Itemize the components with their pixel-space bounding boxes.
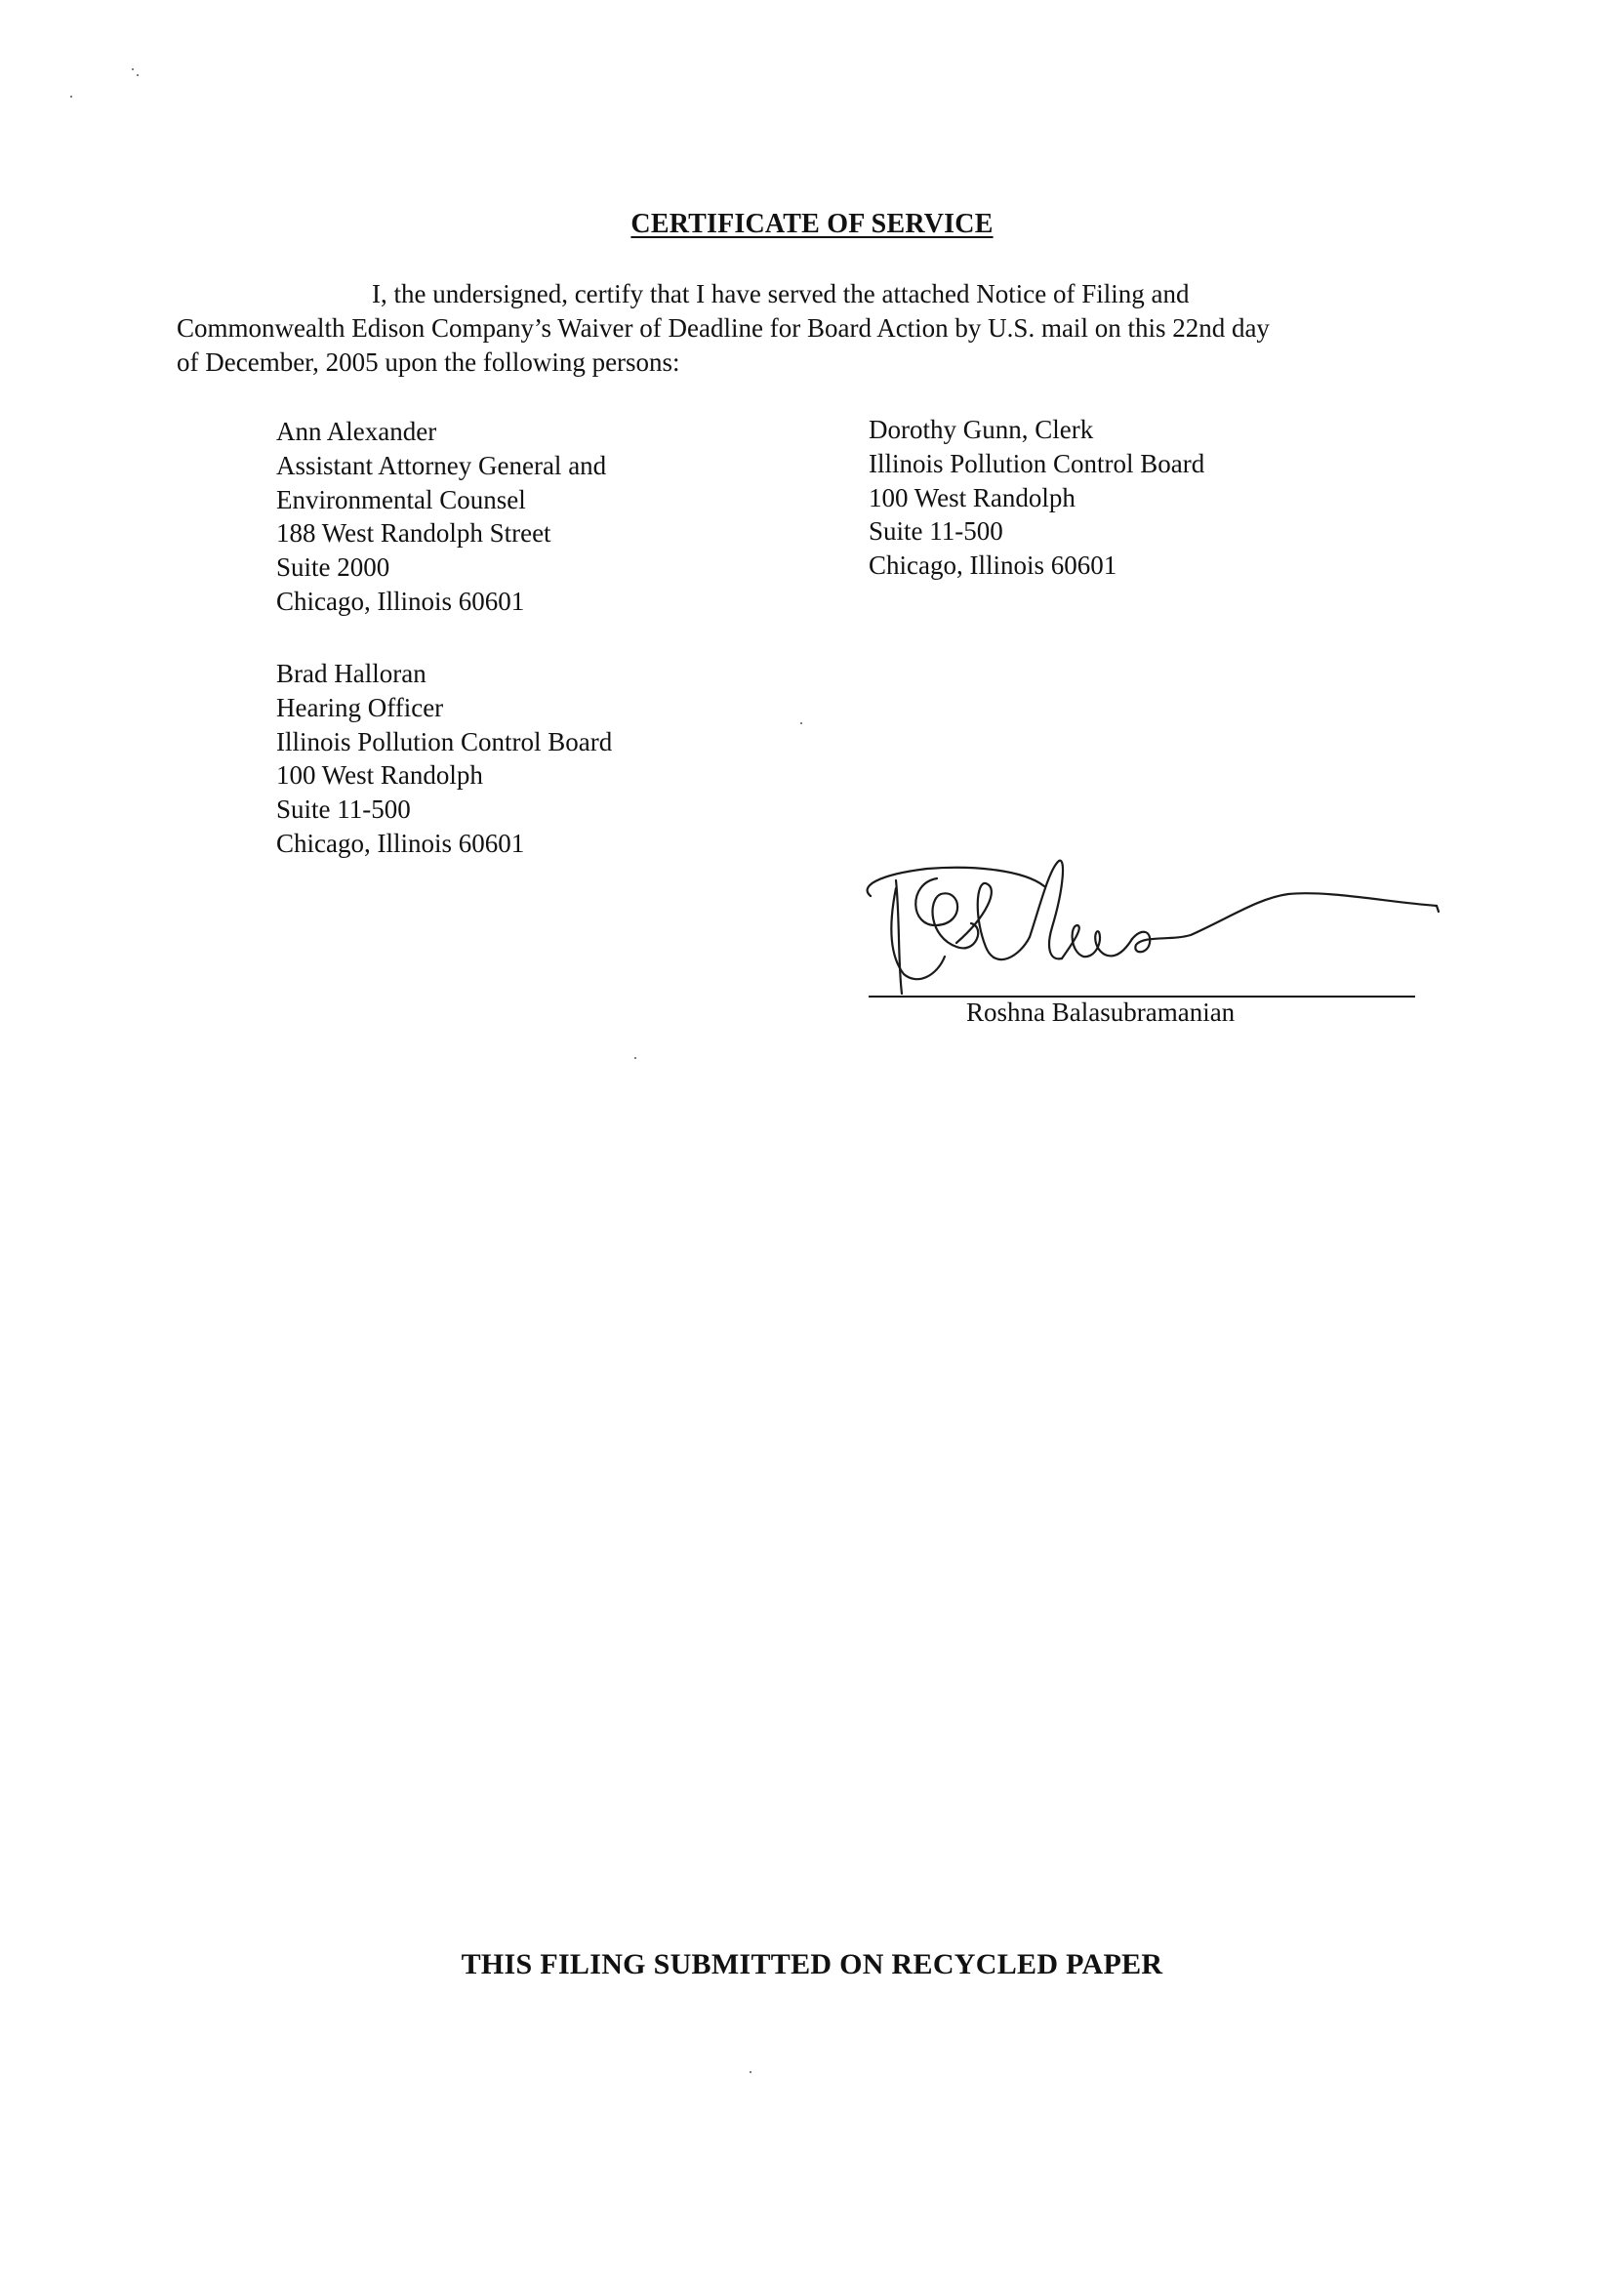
- address-line: 100 West Randolph: [276, 760, 483, 791]
- address-line: Brad Halloran: [276, 659, 426, 688]
- address-line: Dorothy Gunn, Clerk: [869, 415, 1094, 444]
- scan-speck: [132, 68, 134, 70]
- address-line: Illinois Pollution Control Board: [869, 448, 1205, 478]
- address-line: Ann Alexander: [276, 417, 437, 446]
- address-line: Hearing Officer: [276, 692, 444, 722]
- scan-speck: [137, 74, 139, 76]
- address-line: Illinois Pollution Control Board: [276, 726, 613, 756]
- recycled-paper-notice: THIS FILING SUBMITTED ON RECYCLED PAPER: [461, 1948, 1163, 1980]
- address-line: Suite 11-500: [869, 516, 1003, 547]
- certificate-title: CERTIFICATE OF SERVICE: [630, 209, 994, 239]
- address-line: Environmental Counsel: [276, 484, 526, 514]
- paragraph-line: Commonwealth Edison Company’s Waiver of Deadline for Board Action by U.S. mail on this 22nd day: [177, 313, 1270, 343]
- scan-speck: [800, 722, 802, 724]
- signer-name: Roshna Balasubramanian: [966, 998, 1236, 1027]
- address-line: 100 West Randolph: [869, 482, 1076, 512]
- recipient-address-dorothy-gunn: [869, 413, 1204, 583]
- address-line: Chicago, Illinois 60601: [276, 586, 525, 616]
- certification-paragraph: [177, 277, 1445, 380]
- address-line: Suite 11-500: [276, 795, 411, 825]
- recipient-address-brad-halloran: [276, 657, 612, 861]
- handwritten-signature: [839, 849, 1444, 996]
- address-line: 188 West Randolph Street: [276, 518, 551, 549]
- address-line: Assistant Attorney General and: [276, 450, 607, 480]
- paragraph-line: of December, 2005 upon the following persons:: [177, 347, 680, 377]
- recipient-address-ann-alexander: [276, 415, 606, 619]
- scan-speck: [70, 96, 72, 98]
- scan-speck: [750, 2071, 751, 2073]
- address-line: Suite 2000: [276, 552, 390, 583]
- address-line: Chicago, Illinois 60601: [869, 550, 1117, 581]
- address-line: Chicago, Illinois 60601: [276, 828, 525, 858]
- scan-speck: [634, 1057, 636, 1059]
- paragraph-line: I, the undersigned, certify that I have served the attached Notice of Filing and: [372, 279, 1190, 308]
